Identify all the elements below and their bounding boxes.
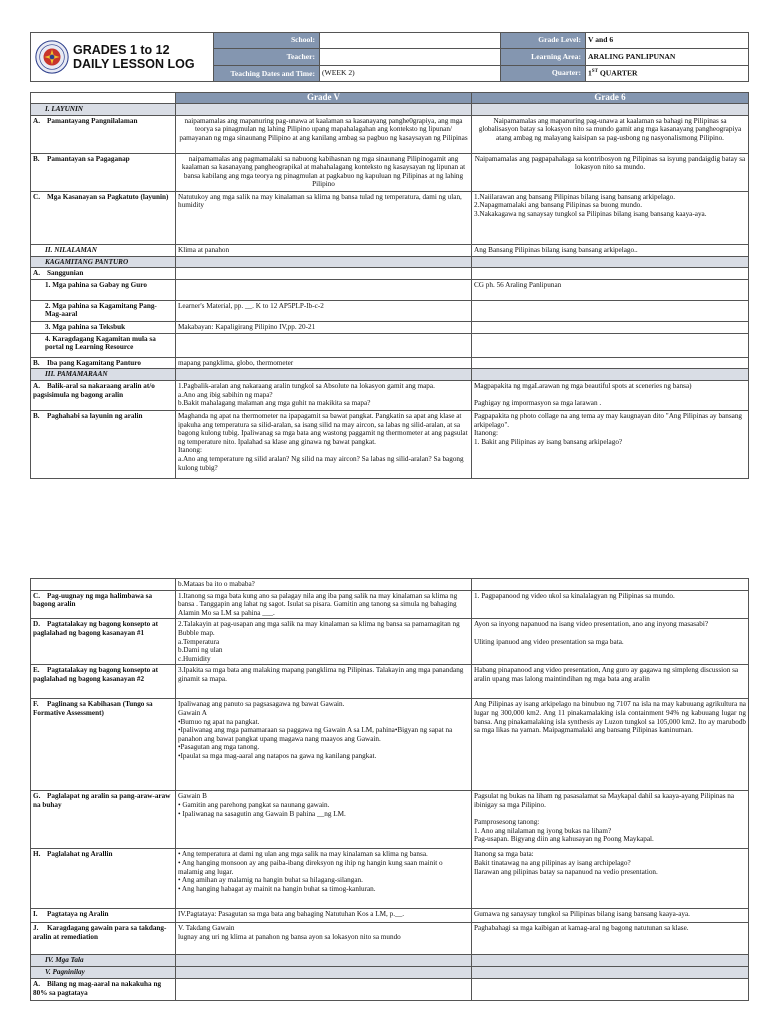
row-label-cell — [31, 966, 176, 978]
row-label-cell — [31, 410, 176, 478]
dates-field[interactable]: (WEEK 2) — [320, 65, 501, 81]
grade-6-heading: Grade 6 — [472, 93, 749, 104]
lesson-rows-page-1 — [31, 104, 749, 479]
row-label: Iba pang Kagamitang Panturo — [47, 358, 141, 367]
quarter-label: Quarter: — [501, 65, 586, 81]
row-label: Pagtatalakay ng bagong konsepto at paglalahad ng bagong kasanayan #1 — [33, 620, 159, 637]
row-label: Sanggunian — [47, 269, 84, 278]
grade-6-cell[interactable] — [472, 978, 749, 1000]
row-letter: C. — [33, 192, 40, 201]
row-label: Karagdagang gawain para sa takdang-aralin at remediation — [33, 924, 167, 941]
table-row — [31, 268, 749, 280]
row-label-cell — [31, 357, 176, 369]
grade-5-cell[interactable]: naipamamalas ang mapanuring pag-unawa at kaalaman sa kasanayang panghe0grapiya, ang mga teorya sa pinagmulan ng lahing Pilipino upang mapahalagahan ang konteksto ng lipunan/ pamayanan ng mga sinaunang Pilipino at ang kanilang ambag sa pagbuo ng kasaysayan ng Pilipinas — [176, 115, 472, 153]
grade-6-cell[interactable] — [472, 321, 749, 333]
grade-6-cell[interactable]: Pagsulat ng bukas na liham ng pasasalamat sa Maykapal dahil sa kaaya-ayang Pilipinas na ibinigay sa mga Pilipino. Pamprosesong tanong: 1. Ano ang nilalaman ng iyong bukas na liham? Pag-usapan. Bigyang diin ang kahusayan ng Poong Maykapal. — [472, 791, 749, 849]
grade-5-cell[interactable]: 1.Pagbalik-aralan ang nakaraang aralin tungkol sa Absolute na lokasyon gamit ang mapa. a.Ano ang ibig sabihin ng mapa? b.Bakit mahalagang malaman ang mga guhit na makikita sa mapa? — [176, 380, 472, 410]
row-label-cell — [31, 849, 176, 909]
row-label: Paghahabi sa layunin ng aralin — [47, 411, 143, 420]
table-row — [31, 369, 749, 381]
grade-5-cell[interactable]: Natutukoy ang mga salik na may kinalaman sa klima ng bansa tulad ng temperatura, dami ng ulan, humidity — [176, 191, 472, 244]
grade-6-cell[interactable]: Habang pinapanood ang video presentation, Ang guro ay gagawa ng simpleng discussion sa aralin upang mas lalong maintindihan ng mga bata ang aralin — [472, 665, 749, 699]
table-row — [31, 410, 749, 478]
lesson-table-2 — [30, 578, 749, 1001]
row-label: III. PAMAMARAAN — [45, 370, 108, 379]
grade-5-cell[interactable]: naipamamalas ang pagmamalaki sa nabuong kabihasnan ng mga sinaunang Pilipinogamit ang kaalaman sa kasanayang pangheograpikal at mahahalagang konteksto ng kasaysayan ng lipunan at bansa kabilang ang mga teorya ng pinagmulan at pagkabuo ng kapuluan ng Pilipinas at ng lahing Pilipino — [176, 153, 472, 191]
grade-level-label: Grade Level: — [501, 33, 586, 49]
grade-5-cell[interactable]: b.Mataas ba ito o mababa? — [176, 579, 472, 591]
row-label-cell — [31, 268, 176, 280]
row-label: Pagtatalakay ng bagong konsepto at paglalahad ng bagong kasanayan #2 — [33, 666, 159, 683]
row-label-cell — [31, 590, 176, 619]
school-field[interactable] — [320, 33, 501, 49]
header-table — [30, 32, 749, 82]
row-label: Paglalapat ng aralin sa pang-araw-araw na buhay — [33, 792, 171, 809]
table-row — [31, 153, 749, 191]
quarter-field[interactable] — [586, 65, 749, 81]
table-row — [31, 115, 749, 153]
row-letter: A. — [33, 979, 40, 988]
grade-6-cell[interactable]: Magpapakita ng mgaLarawan ng mga beautiful spots at sceneries ng bansa) Paghigay ng impormasyon sa mga larawan . — [472, 380, 749, 410]
grade-5-cell[interactable]: Ipaliwanag ang panuto sa pagsasagawa ng bawat Gawain. Gawain A •Bumuo ng apat na pangkat. •Ipaliwanag ang mga pamamaraan sa paggawa ng Gawain A sa LM, pahina•Bigyan ng sapat na panahon ang bawat pangkat upang magawa nang maayos ang Gawain. •Pasagutan ang mga tanong. •Ipaulat sa mga mag-aaral ang natapos na gawa ng kanilang pangkat. — [176, 699, 472, 791]
row-label-cell — [31, 909, 176, 923]
row-letter: B. — [33, 358, 40, 367]
row-label-cell — [31, 955, 176, 967]
grade-6-cell[interactable] — [472, 966, 749, 978]
row-label: 2. Mga pahina sa Kagamitang Pang-Mag-aaral — [45, 301, 157, 319]
deped-seal-icon — [35, 40, 69, 74]
row-label: I. LAYUNIN — [45, 105, 83, 113]
row-letter: A. — [33, 269, 40, 278]
grade-5-cell[interactable]: V. Takdang Gawain lugnay ang uri ng klima at panahon ng bansa ayon sa lokasyon nito sa mundo — [176, 923, 472, 955]
table-row — [31, 256, 749, 268]
table-row — [31, 380, 749, 410]
grade-level-field[interactable]: V and 6 — [586, 33, 749, 49]
lesson-rows-page-2 — [31, 579, 749, 1001]
grade-5-cell[interactable]: IV.Pagtataya: Pasagutan sa mga bata ang bahaging Natutuhan Kos a LM, p.__. — [176, 909, 472, 923]
table-row — [31, 909, 749, 923]
row-label-cell — [31, 300, 176, 321]
table-row — [31, 966, 749, 978]
grade-5-cell[interactable] — [176, 256, 472, 268]
row-letter: D. — [33, 620, 40, 629]
row-letter: A. — [33, 116, 40, 125]
row-label-cell — [31, 153, 176, 191]
row-label-cell — [31, 191, 176, 244]
grade-6-cell[interactable] — [472, 579, 749, 591]
grade-6-cell[interactable]: Naipamamalas ang pagpapahalaga sa kontribosyon ng Pilipinas sa isyung pandaigdig batay sa lokasyon nito sa mundo. — [472, 153, 749, 191]
teacher-label: Teacher: — [214, 49, 320, 65]
lesson-table-1 — [30, 92, 749, 479]
teacher-field[interactable] — [320, 49, 501, 65]
grade-5-cell[interactable] — [176, 955, 472, 967]
row-label: KAGAMITANG PANTURO — [45, 257, 129, 266]
table-row — [31, 321, 749, 333]
learning-area-field[interactable]: ARALING PANLIPUNAN — [586, 49, 749, 65]
table-row — [31, 279, 749, 300]
table-row — [31, 699, 749, 791]
row-label: 4. Karagdagang Kagamitan mula sa portal ng Learning Resource — [45, 334, 156, 352]
row-label-cell — [31, 699, 176, 791]
row-label-cell — [31, 978, 176, 1000]
quarter-suffix: ST — [591, 69, 598, 75]
document-title — [73, 43, 195, 71]
row-label-cell — [31, 279, 176, 300]
table-row — [31, 333, 749, 357]
grade-6-cell[interactable] — [472, 268, 749, 280]
grade-6-cell[interactable]: Gumawa ng sanaysay tungkol sa Pilipinas bilang isang bansang kaaya-aya. — [472, 909, 749, 923]
grade-6-cell[interactable] — [472, 955, 749, 967]
grade-6-cell[interactable]: Ayon sa inyong napanuod na isang video presentation, ano ang inyong masasabi? Uliting ipanuod ang video presentation sa mga bata. — [472, 619, 749, 665]
row-label-cell — [31, 321, 176, 333]
grade-6-cell[interactable]: Naipamamalas ang mapanuring pag-unawa at kaalaman sa bahagi ng Pilipinas sa globalisasyon batay sa lokasyon nito sa mundo gamit ang mga kasanayang pangheograpiya atang ambag ng malayang kaisipan sa pag-usbong ng nasyonalismong Pilipino. — [472, 115, 749, 153]
grade-5-cell[interactable] — [176, 978, 472, 1000]
dates-label: Teaching Dates and Time: — [214, 65, 320, 81]
row-letter: F. — [33, 700, 39, 709]
grade-6-cell[interactable]: Ang Pilipinas ay isang arkipelago na binubuo ng 7107 na isla na may kabuuang agrikultura na lugar ng 300,000 km2. Ang 11 pinakamalaking isla containment 94% ng kabuuang lugar ng bansa. Ang pinakamalaking isla synthesis ay Luzon tungkol sa 105,000 km2. Ito ay marubodb sa mga likas na yaman. Maipagmamalaki ang bansang Pilipinas kaninuman. — [472, 699, 749, 791]
row-label: Pamantayang Pangnilalaman — [47, 116, 138, 125]
row-label: 1. Mga pahina sa Gabay ng Guro — [45, 280, 147, 289]
row-label-cell — [31, 369, 176, 381]
row-label-cell — [31, 923, 176, 955]
row-letter: J. — [33, 924, 39, 933]
grade-6-cell[interactable]: Paghabahagi sa mga kaibigan at kamag-aral ng bagong natutunan sa klase. — [472, 923, 749, 955]
table-row — [31, 244, 749, 256]
row-label: IV. Mga Tala — [45, 956, 84, 965]
row-letter: C. — [33, 591, 40, 600]
grade-5-cell[interactable] — [176, 279, 472, 300]
lesson-log-page-2 — [30, 578, 748, 1001]
row-label-cell — [31, 665, 176, 699]
table-row — [31, 923, 749, 955]
row-letter: H. — [33, 850, 41, 859]
grade-5-cell[interactable] — [176, 369, 472, 381]
row-label: Paglalahat ng Arallin — [47, 850, 113, 859]
table-row — [31, 955, 749, 967]
row-label-cell — [31, 619, 176, 665]
lesson-log-page-1 — [30, 32, 748, 479]
quarter-word: QUARTER — [599, 68, 638, 78]
row-letter: I. — [33, 910, 38, 919]
grade-6-cell[interactable]: Ang Bansang Pilipinas bilang isang bansang arkipelago.. — [472, 244, 749, 256]
grade-5-cell[interactable]: Maghanda ng apat na thermometer na ipapagamit sa bawat pangkat. Pangkatin sa apat ang klase at ipakuha ang temperatura sa silid-aralan, sa isang silid na may aircon, sa labas ng silid-aralan, at sa bagong kulong tubig. Ipaliwanag sa mga bata ang wastong paggamit ng thermometer at ang pagsulat ng temperature nito. Ipalahad sa klase ang ginawa ng bawat pangkat. Itanong: a.Ano ang temperature ng silid aralan? Ng silid na may aircon? Sa labas ng silid-aralan? Sa bagong kulong tubig? — [176, 410, 472, 478]
grade-5-cell[interactable] — [176, 268, 472, 280]
row-label: Bilang ng mag-aaral na nakakuha ng 80% sa pagtataya — [33, 979, 162, 997]
grade-bar-spacer — [31, 93, 176, 104]
table-row — [31, 791, 749, 849]
row-label: 3. Mga pahina sa Teksbuk — [45, 322, 126, 331]
title-line-2: DAILY LESSON LOG — [73, 57, 195, 71]
grade-5-cell[interactable] — [176, 104, 472, 116]
row-label-cell — [31, 579, 176, 591]
row-letter: B. — [33, 411, 40, 420]
row-letter: G. — [33, 792, 41, 801]
grade-6-cell[interactable] — [472, 369, 749, 381]
table-row — [31, 665, 749, 699]
row-label: Pamantayan sa Pagaganap — [47, 154, 130, 163]
table-row — [31, 978, 749, 1000]
grade-6-cell[interactable] — [472, 256, 749, 268]
table-row — [31, 104, 749, 116]
grade-5-cell[interactable] — [176, 333, 472, 357]
table-row — [31, 357, 749, 369]
grade-5-cell[interactable]: Makabayan: Kapaligirang Pilipino IV,pp. 20-21 — [176, 321, 472, 333]
row-label: Pag-uugnay ng mga halimbawa sa bagong aralin — [33, 591, 153, 609]
row-label: Mga Kasanayan sa Pagkatuto (layunin) — [47, 192, 169, 201]
row-label: V. Pagninilay — [45, 967, 85, 976]
row-label: Balik-aral sa nakaraang aralin at/o pagsisimula ng bagong aralin — [33, 381, 155, 399]
row-label-cell — [31, 791, 176, 849]
row-label-cell — [31, 244, 176, 256]
row-label-cell — [31, 256, 176, 268]
learning-area-label: Learning Area: — [501, 49, 586, 65]
grade-5-cell[interactable]: 3.Ipakita sa mga bata ang malaking mapang pangklima ng Pilipinas. Talakayin ang mga panandang ginamit sa mapa. — [176, 665, 472, 699]
grade-5-cell[interactable]: mapang pangklima, globo, thermometer — [176, 357, 472, 369]
row-letter: E. — [33, 666, 40, 675]
grade-6-cell[interactable]: CG ph. 56 Araling Panlipunan — [472, 279, 749, 300]
table-row — [31, 849, 749, 909]
grade-5-cell[interactable] — [176, 966, 472, 978]
grade-5-cell[interactable]: Gawain B • Gamitin ang parehong pangkat sa naunang gawain. • Ipaliwanag na sasagutin ang Gawain B pahina __ng LM. — [176, 791, 472, 849]
grade-5-heading: Grade V — [176, 93, 472, 104]
grade-5-cell[interactable]: 1.Itanong sa mga bata kung ano sa palagay nila ang iba pang salik na may kinalaman sa klima ng bansa . Tanggapin ang lahat ng sagot. Isulat sa pisara. Gamitin ang tanong sa simula ng bahaging Alamin Mo sa LM sa pahina ___. — [176, 590, 472, 619]
table-row — [31, 619, 749, 665]
logo-cell — [31, 33, 214, 82]
school-label: School: — [214, 33, 320, 49]
grade-5-cell[interactable]: 2.Talakayin at pag-usapan ang mga salik na may kinalaman sa klima ng bansa sa pamamagitan ng Bubble map. a.Temperatura b.Dami ng ulan c.Humidity — [176, 619, 472, 665]
table-row — [31, 300, 749, 321]
row-letter: B. — [33, 154, 40, 163]
row-label: Pagtataya ng Aralin — [47, 910, 109, 919]
table-row — [31, 191, 749, 244]
title-line-1: GRADES 1 to 12 — [73, 43, 170, 57]
row-label: II. NILALAMAN — [45, 245, 97, 254]
row-letter: A. — [33, 381, 40, 390]
grade-6-cell[interactable]: Itanong sa mga bata: Bakit tinatawag na ang pilipinas ay isang archipelago? Ilarawan ang pilipinas batay sa napanuod na vedio presentation. — [472, 849, 749, 909]
grade-6-cell[interactable]: Pagpapakita ng photo collage na ang tema ay may kaugnayan dito "Ang Pilipinas ay bansang arkipelago". Itanong: 1. Bakit ang Pilipinas ay isang bansang arkipelago? — [472, 410, 749, 478]
table-row — [31, 579, 749, 591]
row-label: Paglinang sa Kabihasan (Tungo sa Formative Assessment) — [33, 700, 153, 717]
quarter-number: 1 — [588, 68, 592, 78]
grade-6-cell[interactable] — [472, 104, 749, 116]
grade-5-cell[interactable]: • Ang temperatura at dami ng ulan ang mga salik na may kinalaman sa klima ng bansa. • Ang hanging monsoon ay ang paiba-ibang direksyon ng ihip ng hangin kung saan mainit o malamig ang lugar. • Ang amihan ay malamig na hangin buhat sa hilagang-silangan. • Ang hanging habagat ay mainit na hangin buhat sa timog-kanluran. — [176, 849, 472, 909]
table-row — [31, 590, 749, 619]
row-label-cell — [31, 115, 176, 153]
grade-6-cell[interactable] — [472, 300, 749, 321]
grade-5-cell[interactable]: Learner's Material, pp. __. K to 12 AP5PLP-Ib-c-2 — [176, 300, 472, 321]
row-label-cell — [31, 333, 176, 357]
grade-5-cell[interactable]: Klima at panahon — [176, 244, 472, 256]
grade-6-cell[interactable] — [472, 357, 749, 369]
row-label-cell — [31, 380, 176, 410]
grade-6-cell[interactable]: 1. Pagpapanood ng video ukol sa kinalalagyan ng Pilipinas sa mundo. — [472, 590, 749, 619]
grade-6-cell[interactable]: 1.Naiilarawan ang bansang Pilipinas bilang isang bansang arkipelago. 2.Napagmamalaki ang bansang Pilipinas sa buong mundo. 3.Nakakagawa ng sanaysay tungkol sa Pilipinas bilang isang bansang kaaya-aya. — [472, 191, 749, 244]
grade-6-cell[interactable] — [472, 333, 749, 357]
row-label-cell — [31, 104, 176, 116]
